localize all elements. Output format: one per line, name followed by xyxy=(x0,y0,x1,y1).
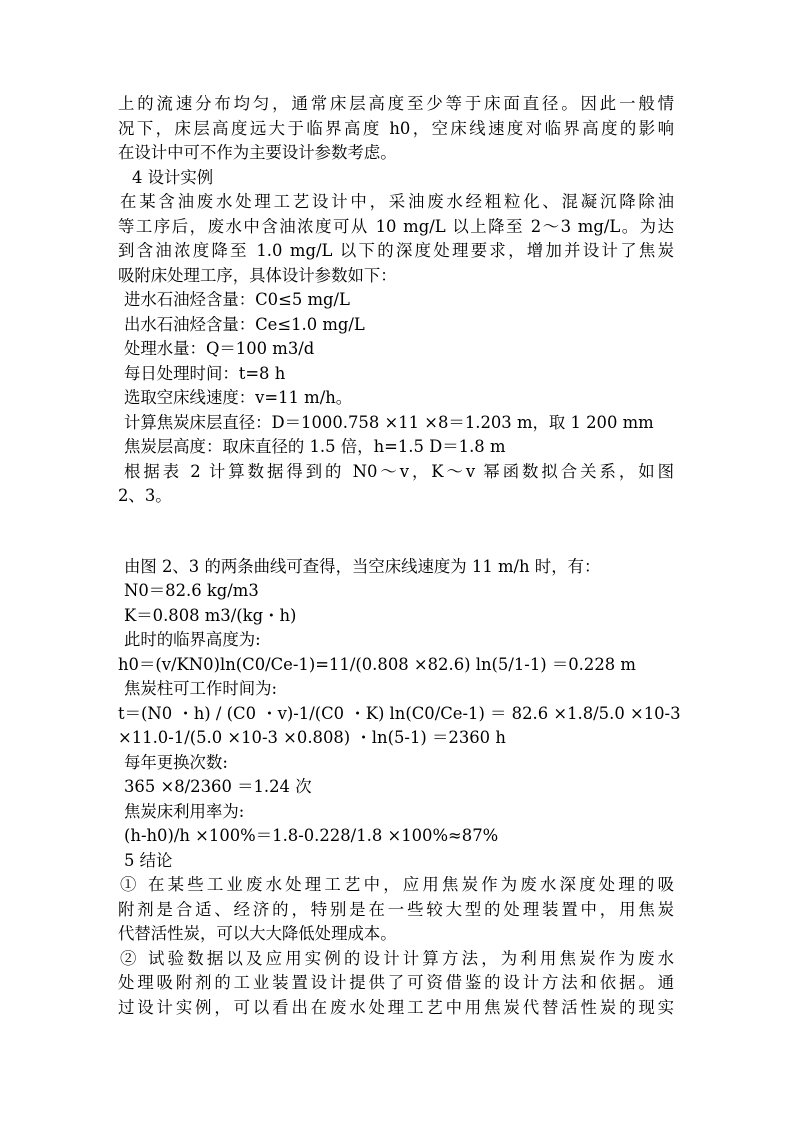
text-line: 在设计中可不作为主要设计参数考虑。 xyxy=(118,143,397,162)
calc-line: t＝(N0 ・h) / (C0 ・v)-1/(C0 ・K) ln(C0/Ce-1) ＝ 82.6 ×1.8/5.0 ×10-3 xyxy=(118,703,681,723)
parameter-line: 计算焦炭床层直径：D＝1000.758 ×11 ×8＝1.203 m，取 1 200 mm xyxy=(124,412,654,432)
calc-line: 焦炭床利用率为: xyxy=(124,801,245,821)
parameter-line: 处理水量：Q＝100 m3/d xyxy=(124,339,315,358)
design-parameters xyxy=(118,288,674,509)
text-line: 等工序后，废水中含油浓度可从 10 mg/L 以上降至 2～3 mg/L。为达 xyxy=(118,216,674,236)
text-line: 吸附床处理工序，具体设计参数如下： xyxy=(118,265,397,285)
text-line: 上的流速分布均匀，通常床层高度至少等于床面直径。因此一般情 xyxy=(118,94,674,113)
paragraph-intro xyxy=(118,92,674,166)
document-page xyxy=(118,92,681,1020)
calculation-block xyxy=(118,555,681,849)
calc-line: 由图 2、3 的两条曲线可查得，当空床线速度为 11 m/h 时，有： xyxy=(124,556,601,576)
calc-line: N0＝82.6 kg/m3 xyxy=(124,581,259,600)
calc-line: 焦炭柱可工作时间为: xyxy=(124,679,278,698)
text-line: 过设计实例，可以看出在废水处理工艺中用焦炭代替活性炭的现实 xyxy=(118,997,674,1017)
section-heading-5: 5 结论 xyxy=(124,850,173,870)
calc-line: 每年更换次数: xyxy=(124,752,228,772)
text-line: 处理吸附剂的工业装置设计提供了可资借鉴的设计方法和依据。通 xyxy=(118,973,674,992)
text-line: 在某含油废水处理工艺设计中，采油废水经粗粒化、混凝沉降除油 xyxy=(120,192,674,211)
parameter-line: 焦炭层高度：取床直径的 1.5 倍，h=1.5 D＝1.8 m xyxy=(124,437,506,456)
paragraph-design-example xyxy=(118,190,674,288)
text-line: ② 试验数据以及应用实例的设计计算方法，为利用焦炭作为废水 xyxy=(120,948,674,968)
calc-line: h0＝(v/KN0)ln(C0/Ce-1)=11/(0.808 ×82.6) ln(5/1-1) ＝0.228 m xyxy=(118,654,636,674)
text-line: 代替活性炭，可以大大降低处理成本。 xyxy=(118,924,397,943)
text-line: 况下，床层高度远大于临界高度 h0，空床线速度对临界高度的影响 xyxy=(118,118,674,138)
text-line: 到含油浓度降至 1.0 mg/L 以下的深度处理要求，增加并设计了焦炭 xyxy=(118,241,674,260)
text-line: 附剂是合适、经济的，特别是在一些较大型的处理装置中，用焦炭 xyxy=(118,899,674,919)
conclusion-2 xyxy=(118,947,674,1021)
figure-gap xyxy=(118,509,674,555)
parameter-line: 选取空床线速度：v=11 m/h。 xyxy=(124,388,353,407)
conclusion-1 xyxy=(118,873,674,947)
parameter-line: 出水石油烃含量：Ce≤1.0 mg/L xyxy=(124,314,365,334)
calc-line: 365 ×8/2360 ＝1.24 次 xyxy=(124,777,312,796)
text-line: 2、3。 xyxy=(118,486,172,505)
calc-line: ×11.0-1/(5.0 ×10-3 ×0.808) ・ln(5-1) ＝2360 h xyxy=(118,728,506,747)
calc-line: 此时的临界高度为: xyxy=(124,630,261,649)
parameter-line: 每日处理时间：t=8 h xyxy=(124,363,286,383)
calc-line: K＝0.808 m3/(kg・h) xyxy=(124,605,297,625)
text-line: ① 在某些工业废水处理工艺中，应用焦炭作为废水深度处理的吸 xyxy=(120,875,674,894)
section-heading-4: 4 设计实例 xyxy=(132,167,214,187)
parameter-line: 进水石油烃含量：C0≤5 mg/L xyxy=(124,290,350,309)
calc-line: (h-h0)/h ×100%＝1.8-0.228/1.8 ×100%≈87% xyxy=(124,826,499,845)
parameter-line: 根据表 2 计算数据得到的 N0～v，K～v 幂函数拟合关系，如图 xyxy=(124,461,674,481)
